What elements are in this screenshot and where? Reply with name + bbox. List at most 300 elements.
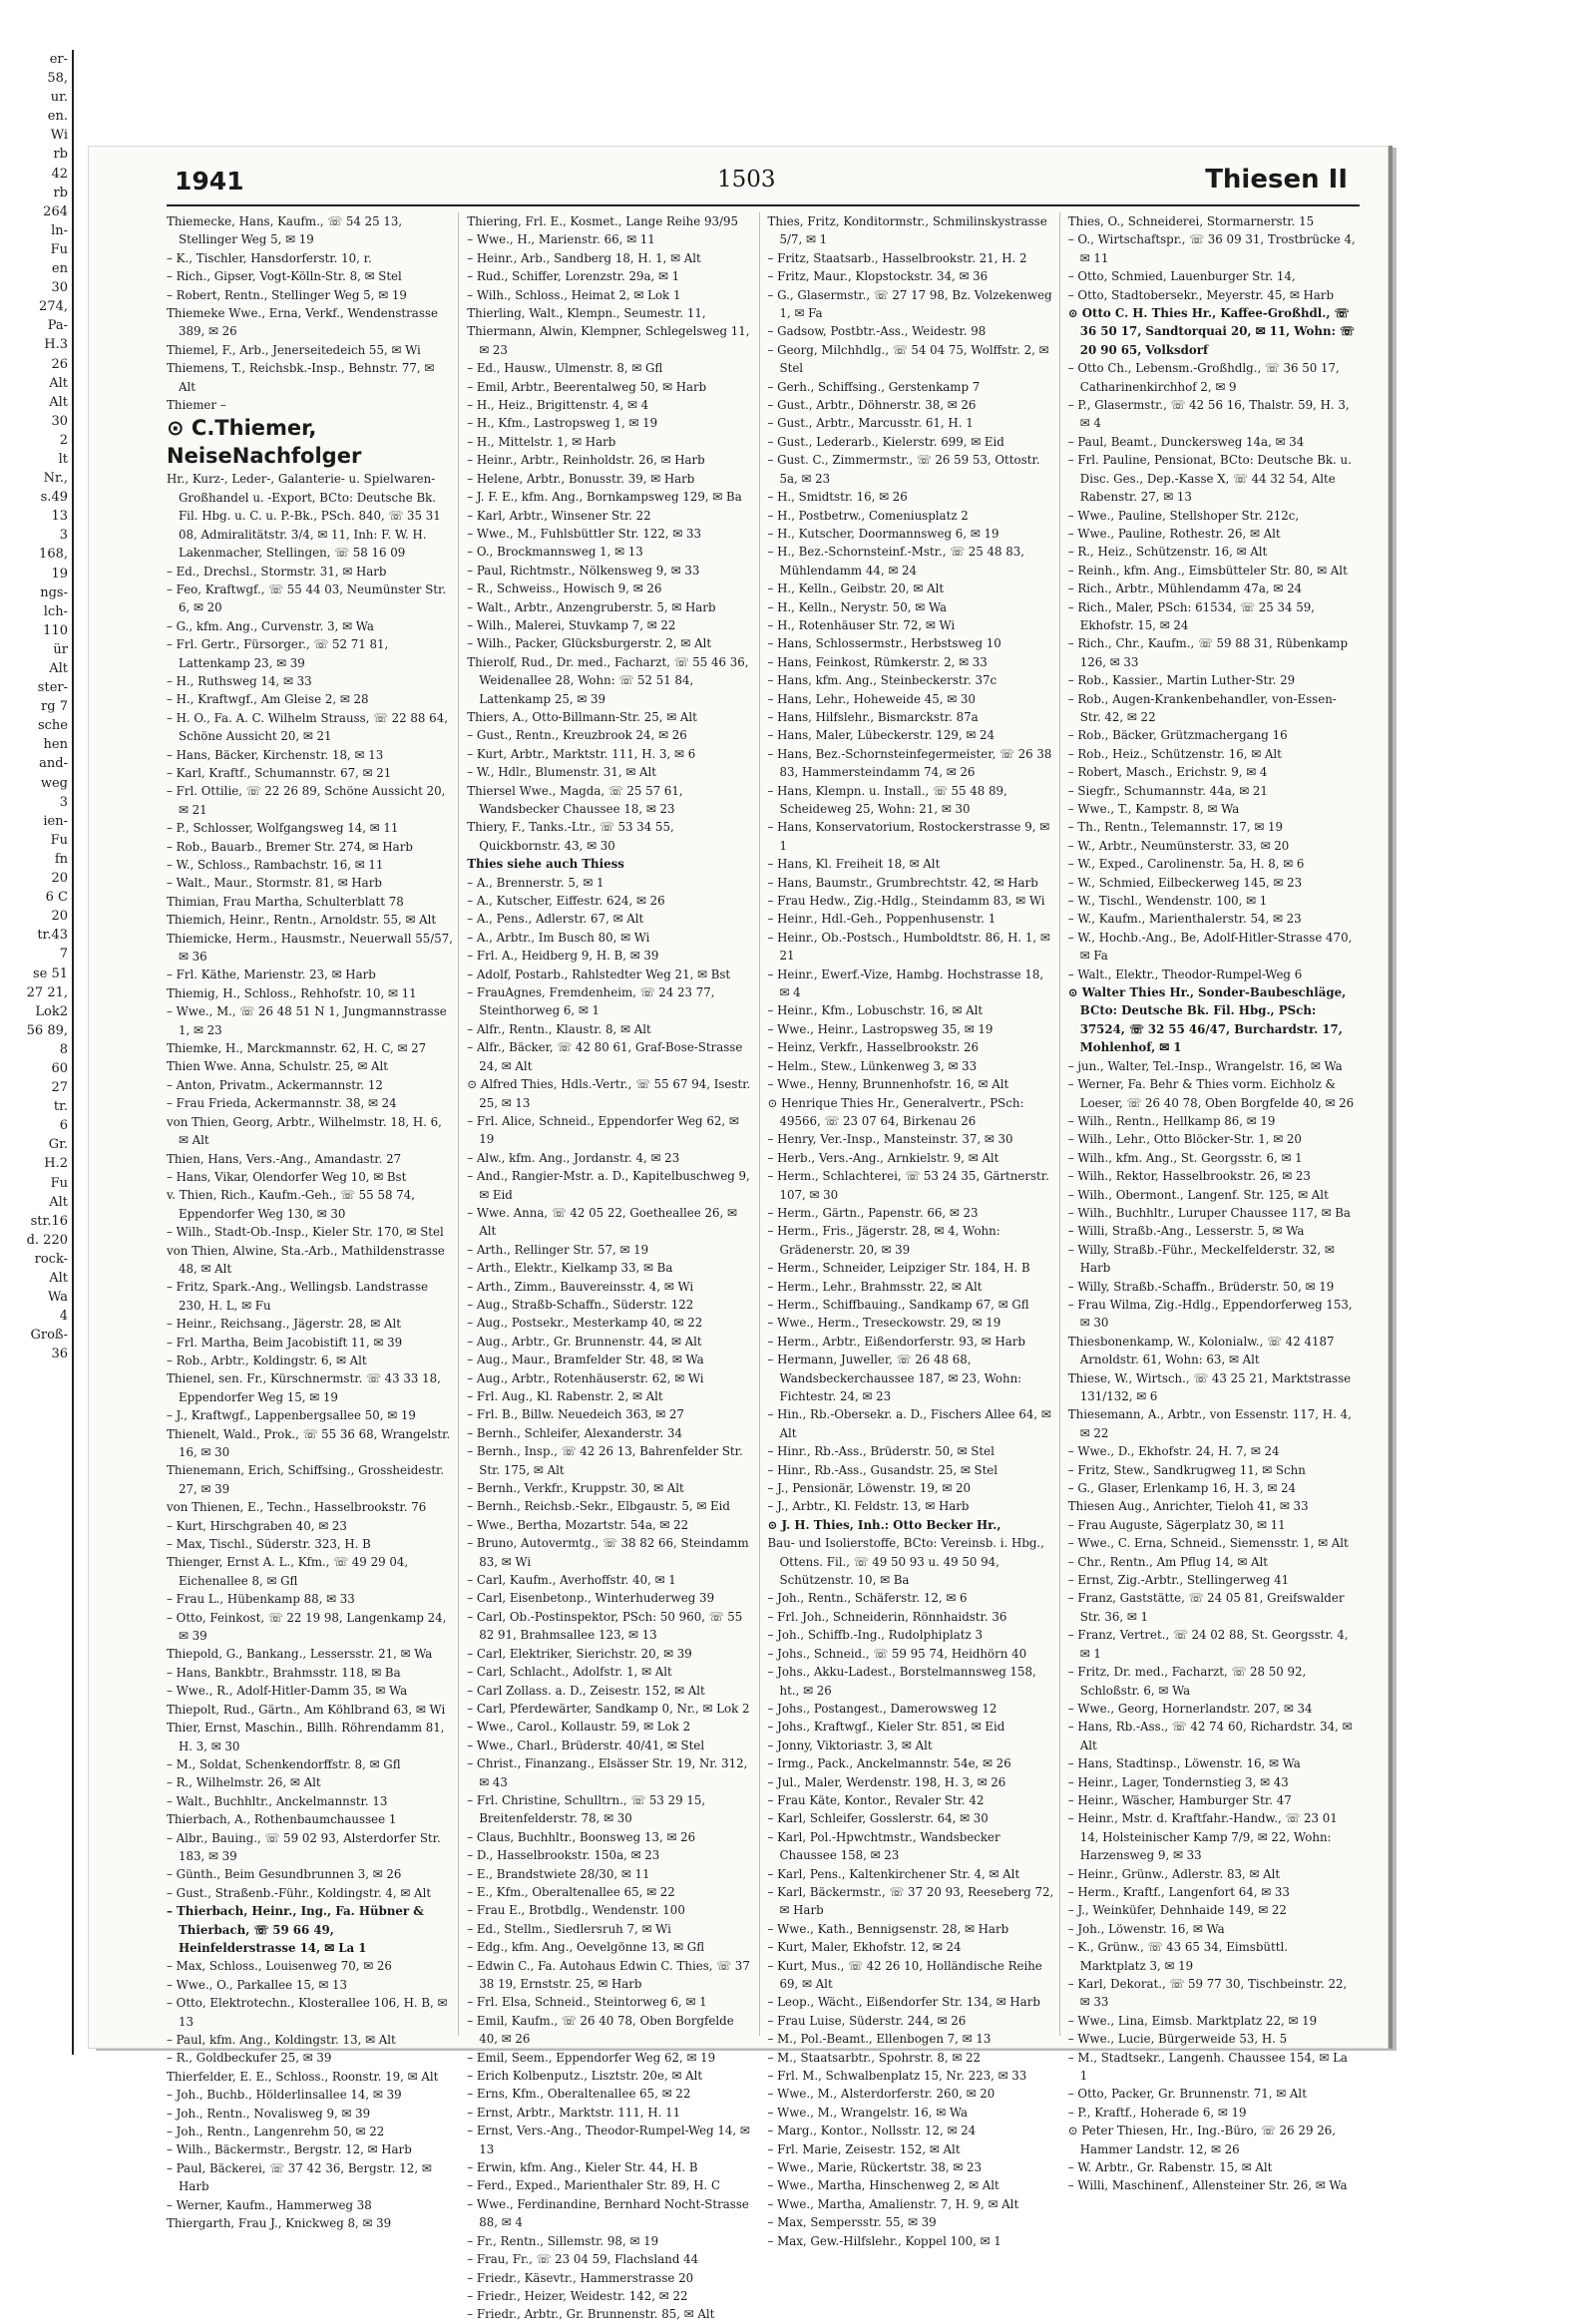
- directory-entry: – R., Heiz., Schützenstr. 16, ✉ Alt: [1067, 545, 1268, 560]
- directory-entry: – Wwe., C. Erna, Schneid., Siemensstr. 1, ✉ Alt: [1067, 1536, 1349, 1551]
- directory-entry: ⊙ J. H. Thies, Inh.: Otto Becker Hr.,: [767, 1517, 1001, 1532]
- directory-entry: – G., Glaser, Erlenkamp 16, H. 3, ✉ 24: [1067, 1481, 1296, 1496]
- directory-entry: – H., Ruthsweg 14, ✉ 33: [167, 673, 312, 688]
- directory-entry: – H., Kelln., Geibstr. 20, ✉ Alt: [767, 581, 945, 596]
- directory-entry: – Wilh., Bäckermstr., Bergstr. 12, ✉ Harb: [167, 2142, 412, 2157]
- directory-entry: – W., Arbtr., Neumünsterstr. 33, ✉ 20: [1067, 838, 1290, 853]
- directory-entry: – Fritz, Staatsarb., Hasselbrookstr. 21, H. 2: [767, 250, 1027, 265]
- directory-entry: – Aug., Straßb-Schaffn., Süderstr. 122: [467, 1297, 694, 1312]
- directory-entry: – Heinr., Hdl.-Geh., Poppenhusenstr. 1: [767, 912, 997, 927]
- previous-page-fragment: 8: [59, 1041, 68, 1057]
- directory-entry: – Heinr., Lager, Tondernstieg 3, ✉ 43: [1067, 1774, 1289, 1789]
- page-number: 1503: [717, 167, 776, 193]
- directory-column-2: [467, 212, 759, 2322]
- directory-entry: – M., Stadtsekr., Langenh. Chaussee 154, ✉ La 1: [1067, 2050, 1348, 2084]
- directory-entry: – Hans, Schlossermstr., Herbstsweg 10: [767, 636, 1001, 651]
- previous-page-fragment: 13: [51, 509, 68, 525]
- directory-entry: – Paul, kfm. Ang., Koldingstr. 13, ✉ Alt: [167, 2033, 396, 2047]
- previous-page-fragment: Gr.: [48, 1137, 68, 1153]
- directory-entry: – Bernh., Schleifer, Alexanderstr. 34: [467, 1425, 683, 1440]
- directory-entry: – O., Brockmannsweg 1, ✉ 13: [467, 545, 643, 560]
- previous-page-fragment: 26: [51, 356, 68, 372]
- previous-page-fragment: 168,: [39, 547, 68, 563]
- directory-entry: – Hinr., Rb.-Ass., Brüderstr. 50, ✉ Stel: [767, 1444, 995, 1459]
- directory-entry: Thierbach, A., Rothenbaumchaussee 1: [167, 1812, 397, 1827]
- directory-entry: – Helm., Stew., Lünkenweg 3, ✉ 33: [767, 1058, 978, 1073]
- directory-entry: – Hinr., Rb.-Ass., Gusandstr. 25, ✉ Stel: [767, 1462, 998, 1477]
- directory-entry: – Herm., Arbtr., Eißendorferstr. 93, ✉ Harb: [767, 1334, 1025, 1349]
- directory-entry: – Günth., Beim Gesundbrunnen 3, ✉ 26: [167, 1867, 402, 1882]
- directory-entry: – Wwe., Heinr., Lastropsweg 35, ✉ 19: [767, 1021, 994, 1036]
- directory-entry: – Heinr., Grünw., Adlerstr. 83, ✉ Alt: [1067, 1866, 1281, 1881]
- directory-entry: – Ed., Hausw., Ulmenstr. 8, ✉ Gfl: [467, 361, 663, 376]
- directory-entry: – J., Weinküfer, Dehnhaide 149, ✉ 22: [1067, 1903, 1287, 1918]
- previous-page-fragment: 36: [51, 1347, 68, 1362]
- directory-entry: Thienemann, Erich, Schiffsing., Grossheidestr. 27, ✉ 39: [167, 1463, 445, 1496]
- directory-entry: – Rich., Chr., Kaufm., ☏ 59 88 31, Rübenkamp 126, ✉ 33: [1067, 636, 1349, 669]
- directory-entry: – Frl. Martha, Beim Jacobistift 11, ✉ 39: [167, 1335, 403, 1350]
- directory-entry: – Wilh., Rektor, Hasselbrookstr. 26, ✉ 23: [1067, 1169, 1311, 1184]
- directory-entry: – Max, Sempersstr. 55, ✉ 39: [767, 2215, 937, 2230]
- previous-page-fragment: 30: [51, 413, 68, 429]
- directory-entry: – Gadsow, Postbtr.-Ass., Weidestr. 98: [767, 324, 987, 339]
- directory-entry: – Frau Frieda, Ackermannstr. 38, ✉ 24: [167, 1096, 397, 1111]
- directory-entry: – Hans, Klempn. u. Install., ☏ 55 48 89, Scheideweg 25, Wohn: 21, ✉ 30: [767, 783, 1007, 816]
- directory-entry: – R., Wilhelmstr. 26, ✉ Alt: [167, 1775, 321, 1790]
- previous-page-fragment: 30: [51, 280, 68, 296]
- directory-entry: Hr., Kurz-, Leder-, Galanterie- u. Spielwaren-Großhandel u. -Export, BCto: Deutsche Bk. Fil. Hbg. u. C. u. P.-Bk., PSch. 840, ☏ 35 31 08, Admiralitätstr. 3/4, ✉ 11, Inh: F. W. H. Lakenmacher, Stellingen, ☏ 58 16 09: [167, 472, 441, 561]
- directory-entry: – Karl, Pol.-Hpwchtmstr., Wandsbecker Chaussee 158, ✉ 23: [767, 1829, 1000, 1863]
- directory-entry: – Bernh., Verkfr., Kruppstr. 30, ✉ Alt: [467, 1481, 684, 1496]
- directory-columns: [167, 212, 1360, 2322]
- directory-entry: – W., Tischl., Wendenstr. 100, ✉ 1: [1067, 894, 1268, 909]
- previous-page-fragment: Fu: [50, 241, 68, 257]
- directory-entry: – Carl, Kaufm., Averhoffstr. 40, ✉ 1: [467, 1573, 676, 1588]
- directory-entry: – Chr., Rentn., Am Pflug 14, ✉ Alt: [1067, 1554, 1269, 1569]
- directory-entry: – Bruno, Autovermtg., ☏ 38 82 66, Steindamm 83, ✉ Wi: [467, 1536, 749, 1569]
- directory-entry: – Herm., Schiffbauing., Sandkamp 67, ✉ Gfl: [767, 1297, 1029, 1312]
- previous-page-fragment: se 51: [32, 966, 68, 981]
- directory-entry: – Fritz, Spark.-Ang., Wellingsb. Landstrasse 230, H. L, ✉ Fu: [167, 1280, 429, 1313]
- directory-entry: Thiemke, H., Marckmannstr. 62, H. C, ✉ 27: [167, 1041, 427, 1056]
- directory-entry: – Helene, Arbtr., Bonusstr. 39, ✉ Harb: [467, 471, 695, 486]
- previous-page-fragment: Fu: [50, 832, 68, 848]
- directory-entry: – Frau Auguste, Sägerplatz 30, ✉ 11: [1067, 1517, 1286, 1532]
- directory-entry: – Frau L., Hübenkamp 88, ✉ 33: [167, 1592, 355, 1607]
- directory-entry: – Frl. Joh., Schneiderin, Rönnhaidstr. 36: [767, 1609, 1007, 1624]
- directory-entry: – Frau Wilma, Zig.-Hdlg., Eppendorferweg 153, ✉ 30: [1067, 1297, 1353, 1331]
- directory-entry: – J., Kraftwgf., Lappenbergsallee 50, ✉ 19: [167, 1408, 416, 1423]
- directory-entry: – W., Schmied, Eilbeckerweg 145, ✉ 23: [1067, 875, 1303, 890]
- directory-entry: – H., Heiz., Brigittenstr. 4, ✉ 4: [467, 398, 649, 413]
- directory-entry: – Willy, Straßb.-Schaffn., Brüderstr. 50, ✉ 19: [1067, 1279, 1335, 1294]
- directory-entry: – A., Pens., Adlerstr. 67, ✉ Alt: [467, 912, 644, 927]
- previous-page-fragment: Wi: [50, 128, 68, 144]
- previous-page-fragment: hen: [43, 737, 68, 753]
- previous-page-fragment: 4: [59, 1309, 68, 1325]
- directory-entry: – Frl. Elsa, Schneid., Steintorweg 6, ✉ 1: [467, 1995, 707, 2010]
- directory-entry: – Wwe., D., Ekhofstr. 24, H. 7, ✉ 24: [1067, 1444, 1280, 1459]
- directory-entry: – Rud., Schiffer, Lorenzstr. 29a, ✉ 1: [467, 269, 680, 284]
- directory-entry: – Max, Gew.-Hilfslehr., Koppel 100, ✉ 1: [767, 2233, 1001, 2248]
- directory-entry: – O., Wirtschaftspr., ☏ 36 09 31, Trostbrücke 4, ✉ 11: [1067, 232, 1356, 265]
- directory-entry: Thiemel, F., Arb., Jenerseitedeich 55, ✉ Wi: [167, 342, 421, 357]
- directory-entry: – Johs., Kraftwgf., Kieler Str. 851, ✉ Eid: [767, 1720, 1005, 1735]
- directory-entry: – Paul, Bäckerei, ☏ 37 42 36, Bergstr. 12, ✉ Harb: [167, 2160, 432, 2194]
- directory-entry: – Jul., Maler, Werdenstr. 198, H. 3, ✉ 26: [767, 1774, 1006, 1789]
- directory-entry: – A., Arbtr., Im Busch 80, ✉ Wi: [467, 930, 650, 945]
- directory-entry: – Arth., Zimm., Bauvereinsstr. 4, ✉ Wi: [467, 1279, 694, 1294]
- directory-entry: ⊙ Otto C. H. Thies Hr., Kaffee-Großhdl., ☏ 36 50 17, Sandtorquai 20, ✉ 11, Wohn: ☏ 20 90 65, Volksdorf: [1067, 306, 1355, 357]
- directory-entry: – Christ., Finanzang., Elsässer Str. 19, Nr. 312, ✉ 43: [467, 1756, 748, 1789]
- directory-entry: – Edg., kfm. Ang., Oevelgönne 13, ✉ Gfl: [467, 1940, 705, 1955]
- directory-entry: – Fr., Rentn., Sillemstr. 98, ✉ 19: [467, 2233, 659, 2248]
- previous-page-fragment: lt: [58, 451, 68, 467]
- directory-entry: – Bernh., Insp., ☏ 42 26 13, Bahrenfelder Str. Str. 175, ✉ Alt: [467, 1444, 743, 1477]
- directory-entry: – Erwin, kfm. Ang., Kieler Str. 44, H. B: [467, 2160, 698, 2175]
- directory-entry: – Henry, Ver.-Insp., Mansteinstr. 37, ✉ 30: [767, 1132, 1013, 1147]
- directory-entry: – Herm., Kraftf., Langenfort 64, ✉ 33: [1067, 1884, 1290, 1899]
- directory-entry: – Otto Ch., Lebensm.-Großhdlg., ☏ 36 50 17, Catharinenkirchhof 2, ✉ 9: [1067, 361, 1340, 394]
- directory-entry: – Herm., Fris., Jägerstr. 28, ✉ 4, Wohn: Grädenerstr. 20, ✉ 39: [767, 1224, 1000, 1257]
- previous-page-fragment: rb: [53, 185, 68, 200]
- directory-entry: – Marg., Kontor., Nollsstr. 12, ✉ 24: [767, 2124, 977, 2138]
- directory-entry: – Carl, Schlacht., Adolfstr. 1, ✉ Alt: [467, 1665, 672, 1680]
- previous-page-fragment: ln-: [51, 222, 68, 238]
- directory-entry: – Kurt, Arbtr., Marktstr. 111, H. 3, ✉ 6: [467, 746, 696, 761]
- directory-entry: – Hans, kfm. Ang., Steinbeckerstr. 37c: [767, 673, 998, 688]
- directory-entry: – J., Arbtr., Kl. Feldstr. 13, ✉ Harb: [767, 1499, 970, 1514]
- directory-entry: – Wwe., H., Marienstr. 66, ✉ 11: [467, 232, 655, 247]
- directory-entry: – Joh., Löwenstr. 16, ✉ Wa: [1067, 1921, 1225, 1936]
- directory-entry: – Walt., Arbtr., Anzengruberstr. 5, ✉ Harb: [467, 599, 716, 614]
- directory-entry: – Franz, Vertret., ☏ 24 02 88, St. Georgsstr. 4, ✉ 1: [1067, 1628, 1349, 1661]
- directory-entry: – W., Schloss., Rambachstr. 16, ✉ 11: [167, 858, 384, 872]
- previous-page-fragment: 3: [59, 794, 68, 810]
- directory-entry: – Albr., Bauing., ☏ 59 02 93, Alsterdorfer Str. 183, ✉ 39: [167, 1830, 441, 1863]
- directory-entry: – Wilh., Lehr., Otto Blöcker-Str. 1, ✉ 20: [1067, 1132, 1302, 1147]
- directory-entry: – Frl. Käthe, Marienstr. 23, ✉ Harb: [167, 968, 376, 982]
- previous-page-fragment: 2: [59, 432, 68, 448]
- page-year: 1941: [175, 167, 244, 195]
- directory-entry: – Werner, Fa. Behr & Thies vorm. Eichholz & Loeser, ☏ 26 40 78, Oben Borgfelde 40, ✉ 26: [1067, 1077, 1355, 1110]
- directory-entry: Thiers, A., Otto-Billmann-Str. 25, ✉ Alt: [467, 709, 697, 724]
- directory-entry: – Robert, Masch., Erichstr. 9, ✉ 4: [1067, 765, 1268, 780]
- directory-entry: – M., Pol.-Beamt., Ellenbogen 7, ✉ 13: [767, 2032, 992, 2047]
- directory-entry: Thienel, sen. Fr., Kürschnermstr. ☏ 43 33 18, Eppendorfer Weg 15, ✉ 19: [167, 1371, 441, 1404]
- directory-entry: – Emil, Seem., Eppendorfer Weg 62, ✉ 19: [467, 2050, 716, 2065]
- directory-entry: Thiese, W., Wirtsch., ☏ 43 25 21, Marktstrasse 131/132, ✉ 6: [1067, 1370, 1352, 1403]
- directory-entry: – Wwe., Lina, Eimsb. Marktplatz 22, ✉ 19: [1067, 2013, 1318, 2028]
- directory-entry: – Wwe., Marie, Rückertstr. 38, ✉ 23: [767, 2160, 982, 2175]
- directory-entry: – Walt., Maur., Stormstr. 81, ✉ Harb: [167, 876, 382, 891]
- directory-entry: Thiemig, H., Schloss., Rehhofstr. 10, ✉ 11: [167, 985, 417, 1000]
- directory-entry: – Heinr., Ob.-Postsch., Humboldtstr. 86, H. 1, ✉ 21: [767, 930, 1050, 964]
- directory-entry: – Wwe., R., Adolf-Hitler-Damm 35, ✉ Wa: [167, 1684, 408, 1699]
- directory-entry: – Hans, Kl. Freiheit 18, ✉ Alt: [767, 857, 941, 872]
- previous-page-fragment: H.2: [44, 1156, 68, 1172]
- previous-page-fragment: Fu: [50, 1175, 68, 1191]
- directory-entry: – Hans, Hilfslehr., Bismarckstr. 87a: [767, 709, 979, 724]
- directory-entry: – Kurt, Maler, Ekhofstr. 12, ✉ 24: [767, 1940, 962, 1955]
- directory-entry: – Otto, Feinkost, ☏ 22 19 98, Langenkamp 24, ✉ 39: [167, 1610, 447, 1644]
- directory-entry: – Hans, Stadtinsp., Löwenstr. 16, ✉ Wa: [1067, 1756, 1301, 1771]
- directory-entry: – Frau Käte, Kontor., Revaler Str. 42: [767, 1792, 985, 1807]
- directory-entry: – Gerh., Schiffsing., Gerstenkamp 7: [767, 379, 981, 394]
- directory-entry: – Arth., Elektr., Kielkamp 33, ✉ Ba: [467, 1261, 673, 1276]
- directory-entry: – Wwe., Pauline, Stellshoper Str. 212c,: [1067, 508, 1300, 523]
- directory-entry: – J. F. E., kfm. Ang., Bornkampsweg 129, ✉ Ba: [467, 490, 742, 505]
- directory-entry: Thierfelder, E. E., Schloss., Roonstr. 19, ✉ Alt: [167, 2069, 439, 2084]
- directory-entry: – Rob., Heiz., Schützenstr. 16, ✉ Alt: [1067, 746, 1282, 761]
- directory-entry: – Wilh., Schloss., Heimat 2, ✉ Lok 1: [467, 287, 681, 302]
- directory-column-4: [1067, 212, 1360, 2193]
- previous-page-fragment: Alt: [49, 375, 68, 391]
- directory-entry: – Ernst, Arbtr., Marktstr. 111, H. 11: [467, 2105, 681, 2120]
- directory-entry: – Walt., Elektr., Theodor-Rumpel-Weg 6: [1067, 967, 1303, 981]
- directory-entry: – Rob., Augen-Krankenbehandler, von-Essen-Str. 42, ✉ 22: [1067, 691, 1337, 724]
- directory-entry: – Feo, Kraftwgf., ☏ 55 44 03, Neumünster Str. 6, ✉ 20: [167, 581, 447, 615]
- directory-entry: – Wilh., Buchhltr., Luruper Chaussee 117, ✉ Ba: [1067, 1205, 1351, 1220]
- directory-entry: – Frau E., Brotbdlg., Wendenstr. 100: [467, 1903, 685, 1918]
- directory-entry: – Anton, Privatm., Ackermannstr. 12: [167, 1077, 383, 1092]
- directory-entry: – Frl. B., Billw. Neuedeich 363, ✉ 27: [467, 1407, 684, 1422]
- previous-page-fragment: Alt: [49, 1194, 68, 1210]
- directory-entry: – R., Schweiss., Howisch 9, ✉ 26: [467, 581, 662, 596]
- directory-entry: – Heinr., Arbtr., Reinholdstr. 26, ✉ Harb: [467, 453, 705, 468]
- directory-entry: – Wwe., T., Kampstr. 8, ✉ Wa: [1067, 802, 1240, 816]
- directory-entry: – W. Arbtr., Gr. Rabenstr. 15, ✉ Alt: [1067, 2160, 1273, 2175]
- header-rule: [167, 204, 1360, 206]
- directory-entry: – Gust., Rentn., Kreuzbrook 24, ✉ 26: [467, 728, 687, 743]
- directory-entry: – Wwe., Bertha, Mozartstr. 54a, ✉ 22: [467, 1517, 689, 1532]
- previous-page-fragment: Groß-: [30, 1328, 68, 1344]
- directory-entry: Thiering, Frl. E., Kosmet., Lange Reihe 93/95: [467, 214, 739, 228]
- directory-entry: – Hans, Lehr., Hoheweide 45, ✉ 30: [767, 691, 976, 706]
- directory-entry: ⊙ Walter Thies Hr., Sonder-Baubeschläge, BCto: Deutsche Bk. Fil. Hbg., PSch: 37524, ☏ 32 55 46/47, Burchardstr. 17, Mohlenhof, ✉ 1: [1067, 985, 1347, 1055]
- previous-page-fragment: rb: [53, 147, 68, 163]
- directory-entry: – Alfr., Bäcker, ☏ 42 80 61, Graf-Bose-Strasse 24, ✉ Alt: [467, 1040, 743, 1073]
- directory-entry: – Rob., Bäcker, Grützmachergang 16: [1067, 728, 1288, 743]
- directory-entry: – G., kfm. Ang., Curvenstr. 3, ✉ Wa: [167, 618, 374, 633]
- directory-entry: – Hans, Bankbtr., Brahmsstr. 118, ✉ Ba: [167, 1665, 401, 1680]
- previous-page-fragment: en: [51, 261, 68, 277]
- directory-page: [88, 146, 1389, 2322]
- directory-entry: Thiemens, T., Reichsbk.-Insp., Behnstr. 77, ✉ Alt: [167, 361, 435, 394]
- directory-entry: – Irmg., Pack., Anckelmannstr. 54e, ✉ 26: [767, 1756, 1011, 1771]
- directory-entry: – Claus, Buchhltr., Boonsweg 13, ✉ 26: [467, 1829, 696, 1844]
- directory-entry: – Karl, Dekorat., ☏ 59 77 30, Tischbeinstr. 22, ✉ 33: [1067, 1977, 1348, 2010]
- directory-entry: – Ed., Stellm., Siedlersruh 7, ✉ Wi: [467, 1921, 671, 1936]
- directory-entry: – Ferd., Exped., Marienthaler Str. 89, H. C: [467, 2178, 721, 2193]
- previous-page-fragment: 56 89,: [26, 1022, 68, 1038]
- directory-entry: – Hans, Bäcker, Kirchenstr. 18, ✉ 13: [167, 747, 384, 762]
- directory-entry: – Hans, Baumstr., Grumbrechtstr. 42, ✉ Harb: [767, 875, 1038, 890]
- directory-entry: – Hans, Maler, Lübeckerstr. 129, ✉ 24: [767, 728, 995, 743]
- directory-entry: ⊙ Peter Thiesen, Hr., Ing.-Büro, ☏ 26 29 26, Hammer Landstr. 12, ✉ 26: [1067, 2124, 1336, 2156]
- directory-entry: – Max, Tischl., Süderstr. 323, H. B: [167, 1537, 371, 1552]
- previous-page-fragment: en.: [47, 109, 68, 125]
- directory-entry: – Joh., Rentn., Novalisweg 9, ✉ 39: [167, 2106, 371, 2121]
- directory-entry: – Siegfr., Schumannstr. 44a, ✉ 21: [1067, 783, 1268, 798]
- previous-page-fragment: sche: [37, 718, 68, 734]
- directory-entry: – Heinz, Verkfr., Hasselbrookstr. 26: [767, 1040, 980, 1055]
- directory-entry: Thienger, Ernst A. L., Kfm., ☏ 49 29 04, Eichenallee 8, ✉ Gfl: [167, 1555, 409, 1588]
- directory-entry: – Leop., Wächt., Eißendorfer Str. 134, ✉ Harb: [767, 1995, 1040, 2010]
- directory-entry: – Wwe., M., Fuhlsbüttler Str. 122, ✉ 33: [467, 526, 701, 541]
- directory-entry: – H., Kelln., Nerystr. 50, ✉ Wa: [767, 599, 948, 614]
- directory-entry: – Frau Hedw., Zig.-Hdlg., Steindamm 83, ✉ Wi: [767, 894, 1045, 909]
- directory-column-3: [767, 212, 1060, 2248]
- directory-entry: – J., Pensionär, Löwenstr. 19, ✉ 20: [767, 1481, 972, 1496]
- directory-entry: – Heinr., Arb., Sandberg 18, H. 1, ✉ Alt: [467, 250, 701, 265]
- directory-entry: Thien Wwe. Anna, Schulstr. 25, ✉ Alt: [167, 1059, 388, 1074]
- previous-page-fragment: 264: [43, 203, 68, 219]
- directory-entry: – Gust., Arbtr., Marcusstr. 61, H. 1: [767, 416, 974, 431]
- directory-entry: – Paul, Beamt., Dunckersweg 14a, ✉ 34: [1067, 434, 1305, 449]
- directory-entry: – Fritz, Dr. med., Facharzt, ☏ 28 50 92, Schloßstr. 6, ✉ Wa: [1067, 1665, 1307, 1698]
- previous-page-fragment: Wa: [48, 1290, 68, 1306]
- directory-entry: – Aug., Maur., Bramfelder Str. 48, ✉ Wa: [467, 1353, 704, 1367]
- directory-entry: – Rob., Kassier., Martin Luther-Str. 29: [1067, 673, 1296, 688]
- directory-entry: Thiesen Aug., Anrichter, Tieloh 41, ✉ 33: [1067, 1499, 1309, 1514]
- directory-entry: Thiemer –: [167, 398, 226, 413]
- directory-entry: v. Thien, Rich., Kaufm.-Geh., ☏ 55 58 74, Eppendorfer Weg 130, ✉ 30: [167, 1188, 415, 1221]
- directory-entry: – Robert, Rentn., Stellinger Weg 5, ✉ 19: [167, 287, 407, 302]
- directory-entry: Thiergarth, Frau J., Knickweg 8, ✉ 39: [167, 2216, 392, 2231]
- directory-entry: – Paul, Richtmstr., Nölkensweg 9, ✉ 33: [467, 563, 700, 578]
- directory-entry: – Otto, Stadtobersekr., Meyerstr. 45, ✉ Harb: [1067, 287, 1334, 302]
- running-head: Thiesen II: [1205, 165, 1348, 194]
- previous-page-fragment: weg: [40, 775, 68, 791]
- directory-entry: – A., Kutscher, Eiffestr. 624, ✉ 26: [467, 894, 665, 909]
- directory-entry: Thimian, Frau Martha, Schulterblatt 78: [167, 894, 404, 909]
- directory-entry: – Wwe., Martha, Amalienstr. 7, H. 9, ✉ Alt: [767, 2196, 1019, 2211]
- previous-page-fragment: Alt: [49, 394, 68, 410]
- directory-entry: – Frau Luise, Süderstr. 244, ✉ 26: [767, 2013, 967, 2028]
- directory-entry: – Jonny, Viktoriastr. 3, ✉ Alt: [767, 1738, 933, 1752]
- previous-page-fragment: Nr.,: [43, 471, 68, 487]
- previous-page-fragment: 60: [51, 1060, 68, 1076]
- directory-entry: – Wilh., Rentn., Hellkamp 86, ✉ 19: [1067, 1113, 1276, 1128]
- directory-entry: – Karl, Bäckermstr., ☏ 37 20 93, Reeseberg 72, ✉ Harb: [767, 1884, 1054, 1918]
- directory-entry: – Karl, Schleifer, Gosslerstr. 64, ✉ 30: [767, 1811, 989, 1826]
- directory-entry: – Aug., Arbtr., Rotenhäuserstr. 62, ✉ Wi: [467, 1370, 704, 1385]
- directory-entry: Thienelt, Wald., Prok., ☏ 55 36 68, Wrangelstr. 16, ✉ 30: [167, 1426, 451, 1459]
- directory-entry: – Ernst, Vers.-Ang., Theodor-Rumpel-Weg 14, ✉ 13: [467, 2124, 750, 2156]
- directory-entry: – H., Bez.-Schornsteinf.-Mstr., ☏ 25 48 83, Mühlendamm 44, ✉ 24: [767, 545, 1024, 578]
- previous-page-fragment: ur.: [50, 90, 68, 106]
- directory-entry: – P., Glasermstr., ☏ 42 56 16, Thalstr. 59, H. 3, ✉ 4: [1067, 398, 1350, 431]
- directory-entry: – Kurt, Mus., ☏ 42 26 10, Holländische Reihe 69, ✉ Alt: [767, 1958, 1042, 1991]
- page-header: [89, 147, 1388, 210]
- directory-entry: – Alfr., Rentn., Klaustr. 8, ✉ Alt: [467, 1021, 651, 1036]
- previous-page-fragment: 274,: [39, 299, 68, 315]
- directory-entry: – Wwe., Georg, Hornerlandstr. 207, ✉ 34: [1067, 1701, 1313, 1716]
- directory-entry: – P., Kraftf., Hoherade 6, ✉ 19: [1067, 2105, 1247, 2120]
- directory-entry: Bau- und Isolierstoffe, BCto: Vereinsb. i. Hbg., Ottens. Fil., ☏ 49 50 93 u. 49 50 94, Schützenstr. 10, ✉ Ba: [767, 1536, 1044, 1588]
- directory-entry: – Frl. A., Heidberg 9, H. B, ✉ 39: [467, 949, 659, 964]
- directory-entry: Thiemeke Wwe., Erna, Verkf., Wendenstrasse 389, ✉ 26: [167, 306, 438, 339]
- previous-page-fragment: 58,: [47, 71, 68, 87]
- directory-entry: – Bernh., Reichsb.-Sekr., Elbgaustr. 5, ✉ Eid: [467, 1499, 730, 1514]
- directory-entry: – Carl, Elektriker, Sierichstr. 20, ✉ 39: [467, 1646, 692, 1661]
- directory-entry: – Max, Schloss., Louisenweg 70, ✉ 26: [167, 1959, 392, 1974]
- directory-entry: – Hans, Konservatorium, Rostockerstrasse 9, ✉ 1: [767, 820, 1050, 853]
- directory-entry: – K., Grünw., ☏ 43 65 34, Eimsbüttl. Marktplatz 3, ✉ 19: [1067, 1940, 1288, 1973]
- directory-entry: – Heinr., Kfm., Lobuschstr. 16, ✉ Alt: [767, 1003, 984, 1018]
- directory-entry: – Wilh., Malerei, Stuvkamp 7, ✉ 22: [467, 617, 676, 632]
- previous-page-fragment: s.49: [40, 490, 68, 506]
- directory-entry: – Emil, Kaufm., ☏ 26 40 78, Oben Borgfelde 40, ✉ 26: [467, 2013, 734, 2047]
- directory-entry: – Wwe. Anna, ☏ 42 05 22, Goetheallee 26, ✉ Alt: [467, 1205, 737, 1239]
- directory-entry: – FrauAgnes, Fremdenheim, ☏ 24 23 77, Steinthorweg 6, ✉ 1: [467, 985, 715, 1018]
- directory-entry: – Frl. Christine, Schulltrn., ☏ 53 29 15, Breitenfelderstr. 78, ✉ 30: [467, 1792, 706, 1826]
- directory-entry: ⊙ C.Thiemer, NeiseNachfolger: [167, 416, 362, 469]
- directory-entry: Thiemich, Heinr., Rentn., Arnoldstr. 55, ✉ Alt: [167, 913, 437, 928]
- directory-entry: – Otto, Packer, Gr. Brunnenstr. 71, ✉ Alt: [1067, 2087, 1307, 2102]
- previous-page-fragment: 20: [51, 909, 68, 925]
- directory-entry: – H. O., Fa. A. C. Wilhelm Strauss, ☏ 22 88 64, Schöne Aussicht 20, ✉ 21: [167, 710, 448, 744]
- directory-entry: – Erich Kolbenputz., Lisztstr. 20e, ✉ Alt: [467, 2069, 703, 2084]
- directory-entry: – W., Exped., Carolinenstr. 5a, H. 8, ✉ 6: [1067, 857, 1305, 872]
- previous-page-fragment: 27 21,: [26, 984, 68, 1000]
- directory-entry: Thiemecke, Hans, Kaufm., ☏ 54 25 13, Stellinger Weg 5, ✉ 19: [167, 214, 403, 247]
- directory-entry: – Friedr., Arbtr., Gr. Brunnenstr. 85, ✉ Alt: [467, 2307, 715, 2322]
- previous-page-strip: [0, 50, 74, 2055]
- directory-entry: – Wwe., M., ☏ 26 48 51 N 1, Jungmannstrasse 1, ✉ 23: [167, 1004, 447, 1037]
- previous-page-fragment: H.3: [44, 337, 68, 353]
- directory-entry: – Hin., Rb.-Obersekr. a. D., Fischers Allee 64, ✉ Alt: [767, 1407, 1051, 1440]
- directory-entry: von Thien, Alwine, Sta.-Arb., Mathildenstrasse 48, ✉ Alt: [167, 1243, 445, 1276]
- previous-page-fragment: tr.: [53, 1099, 68, 1115]
- directory-entry: – Adolf, Postarb., Rahlstedter Weg 21, ✉ Bst: [467, 967, 731, 981]
- directory-entry: – Heinr., Ewerf.-Vize, Hambg. Hochstrasse 18, ✉ 4: [767, 967, 1044, 1000]
- directory-entry: – Ernst, Zig.-Arbtr., Stellingerweg 41: [1067, 1573, 1290, 1588]
- directory-entry: – Wwe., Henny, Brunnenhofstr. 16, ✉ Alt: [767, 1077, 1009, 1092]
- directory-entry: – Carl, Ob.-Postinspektor, PSch: 50 960, ☏ 55 82 91, Brahmsallee 123, ✉ 13: [467, 1609, 743, 1643]
- directory-entry: – Johs., Akku-Ladest., Borstelmannsweg 158, ht., ✉ 26: [767, 1665, 1036, 1698]
- directory-entry: – Frl. Alice, Schneid., Eppendorfer Weg 62, ✉ 19: [467, 1113, 739, 1147]
- directory-entry: Thiesemann, A., Arbtr., von Essenstr. 117, H. 4, ✉ 22: [1067, 1407, 1352, 1440]
- directory-entry: – W., Hdlr., Blumenstr. 31, ✉ Alt: [467, 765, 657, 780]
- directory-entry: – Herm., Schneider, Leipziger Str. 184, H. B: [767, 1261, 1030, 1276]
- directory-entry: – Emil, Arbtr., Beerentalweg 50, ✉ Harb: [467, 379, 707, 394]
- previous-page-fragment: Lok2: [35, 1003, 68, 1019]
- directory-entry: – Hans, Feinkost, Rümkerstr. 2, ✉ 33: [767, 654, 988, 669]
- directory-entry: – Otto, Elektrotechn., Klosterallee 106, H. B, ✉ 13: [167, 1996, 448, 2029]
- previous-page-fragment: 19: [51, 566, 68, 581]
- directory-entry: – Karl, Pens., Kaltenkirchener Str. 4, ✉ Alt: [767, 1866, 1020, 1881]
- directory-entry: – E., Kfm., Oberaltenallee 65, ✉ 22: [467, 1884, 675, 1899]
- directory-entry: – Joh., Buchb., Hölderlinsallee 14, ✉ 39: [167, 2088, 402, 2103]
- directory-entry: – Willy, Straßb.-Führ., Meckelfelderstr. 32, ✉ Harb: [1067, 1242, 1335, 1276]
- directory-entry: Thiesbonenkamp, W., Kolonialw., ☏ 42 4187 Arnoldstr. 61, Wohn: 63, ✉ Alt: [1067, 1334, 1335, 1367]
- directory-column-1: [167, 212, 459, 2231]
- directory-entry: – And., Rangier-Mstr. a. D., Kapitelbuschweg 9, ✉ Eid: [467, 1169, 750, 1202]
- previous-page-fragment: Pa-: [47, 318, 68, 334]
- directory-entry: Thierolf, Rud., Dr. med., Facharzt, ☏ 55 46 36, Weidenallee 28, Wohn: ☏ 52 51 84, Lattenkamp 25, ✉ 39: [467, 654, 749, 706]
- directory-entry: Thiepold, G., Bankang., Lessersstr. 21, ✉ Wa: [167, 1647, 433, 1662]
- directory-entry: ⊙ Alfred Thies, Hdls.-Vertr., ☏ 55 67 94, Isestr. 25, ✉ 13: [467, 1077, 751, 1110]
- directory-entry: – Willi, Maschinenf., Allensteiner Str. 26, ✉ Wa: [1067, 2178, 1348, 2193]
- previous-page-fragment: er-: [49, 52, 68, 67]
- directory-entry: – Heinr., Reichsang., Jägerstr. 28, ✉ Alt: [167, 1317, 401, 1332]
- directory-entry: – Wwe., Charl., Brüderstr. 40/41, ✉ Stel: [467, 1738, 705, 1752]
- directory-entry: – K., Tischler, Hansdorferstr. 10, r.: [167, 250, 372, 265]
- directory-entry: Thier, Ernst, Maschin., Billh. Röhrendamm 81, H. 3, ✉ 30: [167, 1721, 445, 1753]
- previous-page-fragment: and-: [39, 756, 68, 772]
